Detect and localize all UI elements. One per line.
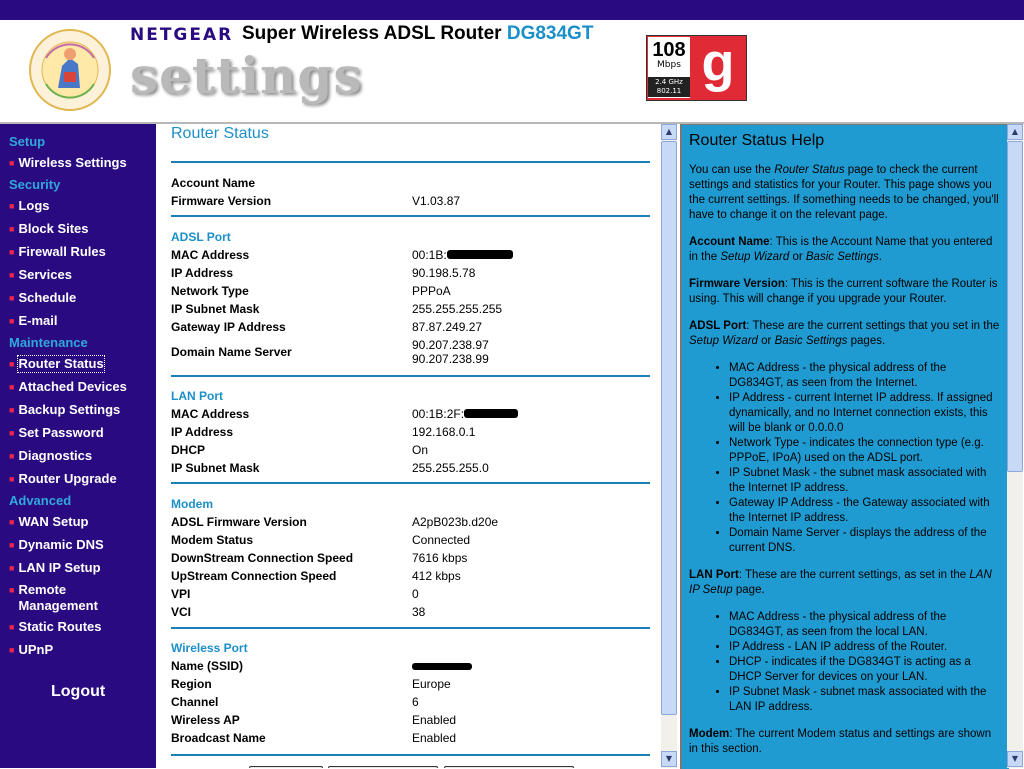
bullet-icon: ■ xyxy=(9,247,15,257)
divider xyxy=(171,375,650,377)
adsl-firmware-value: A2pB023b.d20e xyxy=(412,515,499,529)
account-name-label: Account Name xyxy=(171,176,256,190)
bullet-icon: ■ xyxy=(9,224,15,234)
badge-speed: 108 xyxy=(652,39,686,61)
bullet-icon: ■ xyxy=(9,451,15,461)
sidebar-section-advanced: Advanced xyxy=(9,493,72,508)
dhcp-value: On xyxy=(412,443,429,457)
help-intro: You can use the Router Status page to check the current settings and statistics for your Router. This page shows you the current settings. If something needs to be changed, you'll have to change it on the relevant page. xyxy=(689,164,999,221)
adsl-firmware-label: ADSL Firmware Version xyxy=(171,515,307,529)
sidebar-item-attached-devices[interactable]: ■ Attached Devices xyxy=(9,379,127,394)
netgear-logo-icon xyxy=(28,28,112,112)
sidebar-item-diagnostics[interactable]: ■ Diagnostics xyxy=(9,448,93,463)
sidebar-item-firewall-rules[interactable]: ■ Firewall Rules xyxy=(9,244,106,259)
channel-label: Channel xyxy=(171,695,219,709)
scroll-down-arrow-icon[interactable]: ▼ xyxy=(661,751,677,767)
adsl-ip-label: IP Address xyxy=(171,266,234,280)
lan-subnet-value: 255.255.255.0 xyxy=(412,461,489,475)
sidebar-item-set-password[interactable]: ■ Set Password xyxy=(9,425,104,440)
lan-mac-label: MAC Address xyxy=(171,407,250,421)
dns-secondary: 90.207.238.99 xyxy=(412,352,489,366)
sidebar-item-backup-settings[interactable]: ■ Backup Settings xyxy=(9,402,121,417)
ssid-value xyxy=(412,659,472,673)
108mbps-badge xyxy=(646,35,747,101)
sidebar-item-logs[interactable]: ■ Logs xyxy=(9,198,50,213)
list-item: • MAC Address - the physical address of the DG834GT, as seen from the Internet. xyxy=(729,361,1003,391)
network-type-label: Network Type xyxy=(171,284,249,298)
divider xyxy=(171,161,650,163)
sidebar-item-wan-setup[interactable]: ■ WAN Setup xyxy=(9,514,89,529)
adsl-mac-prefix: 00:1B: xyxy=(412,248,447,262)
redaction-mark xyxy=(464,409,518,418)
downstream-speed-label: DownStream Connection Speed xyxy=(171,551,354,565)
sidebar-item-router-status[interactable]: ■ Router Status xyxy=(9,356,104,371)
divider xyxy=(171,482,650,484)
badge-freq-text: 2.4 GHz xyxy=(655,78,683,86)
scroll-thumb[interactable] xyxy=(1007,141,1023,472)
redaction-mark xyxy=(447,250,513,259)
adsl-subnet-label: IP Subnet Mask xyxy=(171,302,260,316)
sidebar-item-static-routes[interactable]: ■ Static Routes xyxy=(9,619,102,634)
badge-unit: Mbps xyxy=(657,60,681,70)
adsl-port-heading: ADSL Port xyxy=(171,230,231,244)
sidebar-item-email[interactable]: ■ E-mail xyxy=(9,313,58,328)
region-label: Region xyxy=(171,677,212,691)
sidebar-item-upnp[interactable]: ■ UPnP xyxy=(9,642,54,657)
modem-status-value: Connected xyxy=(412,533,471,547)
bullet-icon: ■ xyxy=(9,405,15,415)
bullet-icon: ■ xyxy=(9,359,15,369)
bullet-icon: ■ xyxy=(9,158,15,168)
sidebar-section-maintenance: Maintenance xyxy=(9,335,88,350)
logout-button[interactable]: Logout xyxy=(51,683,106,700)
dns-value xyxy=(412,338,489,366)
broadcast-name-value: Enabled xyxy=(412,731,457,745)
header-banner xyxy=(0,20,1024,124)
dns-primary: 90.207.238.97 xyxy=(412,338,489,352)
help-adsl-list xyxy=(689,361,1003,556)
help-adsl: ADSL Port: These are the current settings that you set in the Setup Wizard or Basic Settings pages. xyxy=(689,320,1000,347)
main-scrollbar[interactable] xyxy=(661,124,677,768)
divider xyxy=(171,215,650,217)
network-type-value: PPPoA xyxy=(412,284,451,298)
upstream-speed-label: UpStream Connection Speed xyxy=(171,569,337,583)
bullet-icon: ■ xyxy=(9,585,15,595)
lan-port-heading: LAN Port xyxy=(171,389,223,403)
wireless-ap-label: Wireless AP xyxy=(171,713,240,727)
settings-wordmark: settings xyxy=(130,46,363,105)
upstream-speed-value: 412 kbps xyxy=(412,569,461,583)
bullet-icon: ■ xyxy=(9,316,15,326)
bullet-icon: ■ xyxy=(9,622,15,632)
adsl-mac-value xyxy=(412,248,513,262)
bullet-icon: ■ xyxy=(9,382,15,392)
channel-value: 6 xyxy=(412,695,419,709)
firmware-version-label: Firmware Version xyxy=(171,194,272,208)
region-value: Europe xyxy=(412,677,451,691)
redaction-mark xyxy=(412,663,472,670)
scroll-up-arrow-icon[interactable]: ▲ xyxy=(1007,124,1023,140)
help-scrollbar[interactable] xyxy=(1007,124,1023,768)
scroll-down-arrow-icon[interactable]: ▼ xyxy=(1007,751,1023,767)
bullet-icon: ■ xyxy=(9,428,15,438)
list-item: • Domain Name Server - displays the address of the current DNS. xyxy=(729,526,1003,556)
badge-letter: g xyxy=(701,33,735,93)
list-item: • IP Address - LAN IP address of the Router. xyxy=(729,640,1003,655)
page-title: Router Status xyxy=(171,125,269,142)
wireless-ap-value: Enabled xyxy=(412,713,457,727)
list-item: • DHCP - indicates if the DG834GT is acting as a DHCP Server for devices on your LAN. xyxy=(729,655,1003,685)
sidebar-item-router-upgrade[interactable]: ■ Router Upgrade xyxy=(9,471,117,486)
product-name: Super Wireless ADSL Router xyxy=(242,23,502,44)
help-account-name: Account Name: This is the Account Name that you entered in the Setup Wizard or Basic Settings. xyxy=(689,236,993,263)
list-item: • Network Type - indicates the connection type (e.g. PPPoE, IPoA) used on the ADSL port. xyxy=(729,436,1003,466)
sidebar-item-services[interactable]: ■ Services xyxy=(9,267,72,282)
lan-ip-label: IP Address xyxy=(171,425,234,439)
downstream-speed-value: 7616 kbps xyxy=(412,551,468,565)
top-bar xyxy=(0,0,1024,21)
sidebar-item-block-sites[interactable]: ■ Block Sites xyxy=(9,221,89,236)
sidebar-item-lan-ip-setup[interactable]: ■ LAN IP Setup xyxy=(9,560,101,575)
bullet-icon: ■ xyxy=(9,270,15,280)
product-title xyxy=(242,23,593,45)
divider xyxy=(171,754,650,756)
adsl-subnet-value: 255.255.255.255 xyxy=(412,302,503,316)
firmware-version-value: V1.03.87 xyxy=(412,194,461,208)
dhcp-label: DHCP xyxy=(171,443,206,457)
sidebar-item-schedule[interactable]: ■ Schedule xyxy=(9,290,77,305)
bullet-icon: ■ xyxy=(9,540,15,550)
lan-mac-prefix: 00:1B:2F: xyxy=(412,407,465,421)
list-item: • MAC Address - the physical address of the DG834GT, as seen from the local LAN. xyxy=(729,610,1003,640)
list-item: • IP Subnet Mask - the subnet mask associated with the Internet IP address. xyxy=(729,466,1003,496)
list-item: • Gateway IP Address - the Gateway associated with the Internet IP address. xyxy=(729,496,1003,526)
brand-name: NETGEAR xyxy=(130,25,234,45)
modem-status-label: Modem Status xyxy=(171,533,254,547)
sidebar-section-security: Security xyxy=(9,177,61,192)
main-content xyxy=(156,124,660,768)
help-title: Router Status Help xyxy=(689,132,825,149)
help-lan-list xyxy=(689,610,1003,715)
divider xyxy=(171,627,650,629)
vci-label: VCI xyxy=(171,605,192,619)
bullet-icon: ■ xyxy=(9,517,15,527)
help-body xyxy=(689,163,1003,769)
gateway-ip-value: 87.87.249.27 xyxy=(412,320,483,334)
adsl-mac-label: MAC Address xyxy=(171,248,250,262)
scroll-thumb[interactable] xyxy=(661,141,677,715)
list-item: • IP Address - current Internet IP address. If assigned dynamically, and no Internet connection exists, this will be blank or 0.0.0.0 xyxy=(729,391,1003,436)
badge-standard: 802.11 xyxy=(656,87,682,95)
vpi-value: 0 xyxy=(412,587,419,601)
badge-speed-box xyxy=(648,37,690,98)
vci-value: 38 xyxy=(412,605,426,619)
scroll-up-arrow-icon[interactable]: ▲ xyxy=(661,124,677,140)
ssid-label: Name (SSID) xyxy=(171,659,244,673)
bullet-icon: ■ xyxy=(9,201,15,211)
broadcast-name-label: Broadcast Name xyxy=(171,731,266,745)
help-firmware: Firmware Version: This is the current software the Router is using. This will change if you upgrade your Router. xyxy=(689,278,998,305)
vpi-label: VPI xyxy=(171,587,191,601)
sidebar-item-wireless-settings[interactable]: ■ Wireless Settings xyxy=(9,155,127,170)
sidebar-item-dynamic-dns[interactable]: ■ Dynamic DNS xyxy=(9,537,104,552)
gateway-ip-label: Gateway IP Address xyxy=(171,320,286,334)
help-panel xyxy=(680,124,1009,769)
bullet-icon: ■ xyxy=(9,293,15,303)
modem-heading: Modem xyxy=(171,497,213,511)
lan-subnet-label: IP Subnet Mask xyxy=(171,461,260,475)
badge-frequency xyxy=(648,77,690,97)
lan-ip-value: 192.168.0.1 xyxy=(412,425,476,439)
help-modem: Modem: The current Modem status and settings are shown in this section. xyxy=(689,728,992,755)
bullet-icon: ■ xyxy=(9,645,15,655)
adsl-ip-value: 90.198.5.78 xyxy=(412,266,476,280)
sidebar-nav xyxy=(0,124,156,768)
wireless-port-heading: Wireless Port xyxy=(171,641,248,655)
list-item: • IP Subnet Mask - subnet mask associated with the LAN IP address. xyxy=(729,685,1003,715)
sidebar-section-setup: Setup xyxy=(9,134,46,149)
sidebar-item-remote-management[interactable]: ■ Remote Management xyxy=(9,582,98,613)
dns-label: Domain Name Server xyxy=(171,345,292,359)
help-lan: LAN Port: These are the current settings, as set in the LAN IP Setup page. xyxy=(689,569,992,596)
bullet-icon: ■ xyxy=(9,474,15,484)
lan-mac-value xyxy=(412,407,518,421)
bullet-icon: ■ xyxy=(9,563,15,573)
product-model: DG834GT xyxy=(506,23,594,44)
